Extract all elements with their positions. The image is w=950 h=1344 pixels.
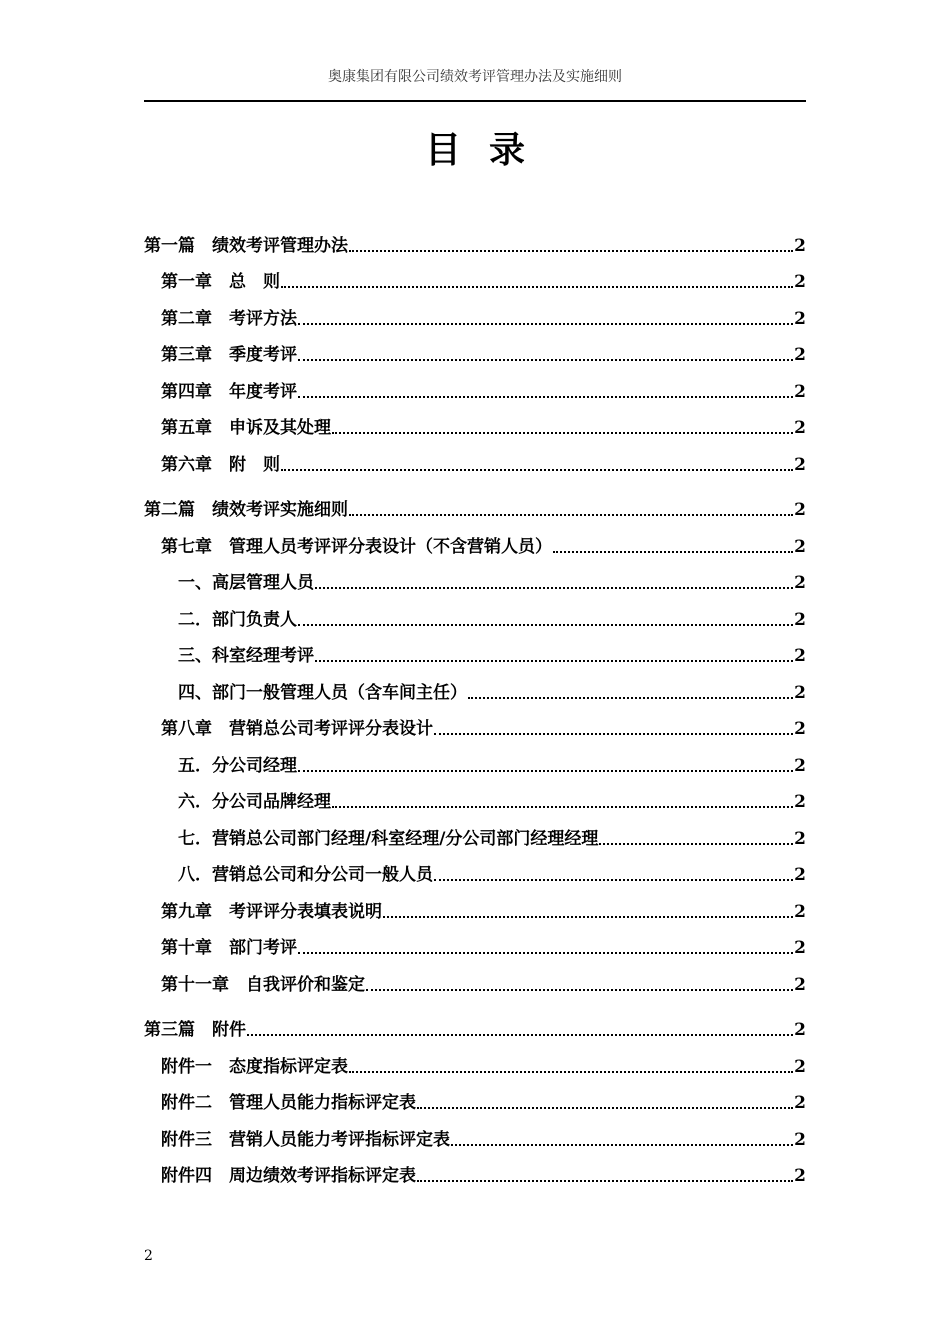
toc-entry-label: 二．部门负责人	[178, 609, 297, 630]
toc-entry[interactable]	[144, 1150, 806, 1187]
toc-entry-page: 2	[794, 418, 806, 438]
page-number: 2	[144, 1248, 153, 1264]
toc-entry[interactable]	[144, 593, 806, 630]
toc-entry[interactable]	[144, 1113, 806, 1150]
toc-entry-page: 2	[794, 308, 806, 329]
toc-leader-dots	[349, 250, 793, 252]
toc-leader-dots	[366, 989, 793, 991]
toc-leader-dots	[281, 286, 793, 288]
toc-leader-dots	[298, 359, 793, 361]
toc-entry-label: 第四章 年度考评	[161, 381, 297, 402]
toc-entry-page: 2	[794, 1166, 806, 1186]
toc-entry-page: 2	[794, 609, 806, 630]
header-rule	[144, 100, 806, 102]
toc-leader-dots	[417, 1107, 793, 1109]
toc-entry-label: 第七章 管理人员考评评分表设计（不含营销人员）	[161, 536, 552, 557]
toc-leader-dots	[298, 770, 793, 772]
toc-title: 目录	[424, 129, 553, 171]
toc-leader-dots	[247, 1034, 793, 1036]
toc-entry-page: 2	[794, 646, 806, 666]
toc-entry-page: 2	[794, 345, 806, 365]
toc-entry-page: 2	[794, 792, 806, 812]
toc-entry-label: 附件二 管理人员能力指标评定表	[161, 1093, 416, 1113]
toc-entry-label: 六．分公司品牌经理	[178, 792, 331, 812]
toc-leader-dots	[417, 1180, 793, 1182]
toc-entry-label: 第六章 附 则	[161, 454, 280, 475]
toc-leader-dots	[298, 624, 793, 626]
toc-entry-page: 2	[794, 573, 806, 593]
toc-entry[interactable]	[144, 922, 806, 959]
toc-entry-page: 2	[794, 719, 806, 739]
toc-entry-label: 第八章 营销总公司考评评分表设计	[161, 719, 433, 739]
toc-entry-page: 2	[794, 974, 806, 995]
toc-leader-dots	[468, 697, 793, 699]
toc-entry[interactable]	[144, 438, 806, 475]
toc-entry-label: 第十一章 自我评价和鉴定	[161, 974, 365, 995]
toc-entry-page: 2	[794, 828, 806, 849]
toc-entry-label: 第二篇 绩效考评实施细则	[144, 500, 348, 520]
toc-entry[interactable]	[144, 219, 806, 256]
toc-entry-page: 2	[794, 865, 806, 885]
toc-entry-page: 2	[794, 755, 806, 776]
toc-entry-page: 2	[794, 272, 806, 292]
toc-entry[interactable]	[144, 776, 806, 813]
toc-entry-label: 一、高层管理人员	[178, 573, 314, 593]
toc-entry-page: 2	[794, 500, 806, 520]
toc-entry[interactable]	[144, 365, 806, 402]
toc-entry-page: 2	[794, 454, 806, 475]
toc-entry[interactable]	[144, 666, 806, 703]
toc-entry-label: 第三章 季度考评	[161, 345, 297, 365]
toc-entry[interactable]	[144, 256, 806, 293]
toc-entry-label: 第三篇 附件	[144, 1020, 246, 1040]
toc-entry-label: 附件三 营销人员能力考评指标评定表	[161, 1129, 450, 1150]
page-header: 奥康集团有限公司绩效考评管理办法及实施细则	[328, 69, 622, 85]
toc-entry[interactable]	[144, 1077, 806, 1114]
toc-entry-page: 2	[794, 1056, 806, 1077]
toc-entry-page: 2	[794, 682, 806, 703]
toc-entry[interactable]	[144, 402, 806, 439]
toc-leader-dots	[281, 469, 793, 471]
toc-entry-label: 七．营销总公司部门经理/科室经理/分公司部门经理经理	[178, 828, 599, 849]
toc-entry[interactable]	[144, 703, 806, 740]
toc-entry-label: 五．分公司经理	[178, 755, 297, 776]
toc-entry-page: 2	[794, 938, 806, 958]
toc-leader-dots	[599, 843, 793, 845]
table-of-contents	[144, 210, 806, 1186]
toc-entry[interactable]	[144, 1040, 806, 1077]
toc-entry-label: 第十章 部门考评	[161, 938, 297, 958]
toc-leader-dots	[553, 551, 793, 553]
toc-entry-page: 2	[794, 1129, 806, 1150]
toc-entry[interactable]	[144, 885, 806, 922]
toc-entry[interactable]	[144, 484, 806, 521]
toc-entry-label: 三、科室经理考评	[178, 646, 314, 666]
toc-leader-dots	[451, 1144, 793, 1146]
toc-entry-page: 2	[794, 536, 806, 557]
toc-entry[interactable]	[144, 557, 806, 594]
toc-leader-dots	[332, 432, 793, 434]
toc-entry[interactable]	[144, 329, 806, 366]
toc-entry[interactable]	[144, 292, 806, 329]
toc-entry[interactable]	[144, 1004, 806, 1041]
toc-entry[interactable]	[144, 958, 806, 995]
toc-entry-page: 2	[794, 1020, 806, 1040]
toc-entry[interactable]	[144, 739, 806, 776]
toc-leader-dots	[332, 806, 793, 808]
toc-entry[interactable]	[144, 630, 806, 667]
toc-entry-page: 2	[794, 381, 806, 402]
toc-leader-dots	[434, 879, 793, 881]
toc-entry[interactable]	[144, 849, 806, 886]
toc-entry-label: 第二章 考评方法	[161, 308, 297, 329]
toc-leader-dots	[349, 1071, 793, 1073]
toc-entry-label: 四、部门一般管理人员（含车间主任）	[178, 682, 467, 703]
toc-entry-page: 2	[794, 901, 806, 922]
toc-entry[interactable]	[144, 520, 806, 557]
toc-entry-label: 第一篇 绩效考评管理办法	[144, 235, 348, 256]
toc-entry-label: 第一章 总 则	[161, 272, 280, 292]
toc-leader-dots	[298, 323, 793, 325]
toc-leader-dots	[315, 660, 793, 662]
toc-entry[interactable]	[144, 812, 806, 849]
toc-leader-dots	[349, 514, 793, 516]
toc-entry-label: 附件四 周边绩效考评指标评定表	[161, 1166, 416, 1186]
toc-entry-label: 第五章 申诉及其处理	[161, 418, 331, 438]
toc-leader-dots	[315, 587, 793, 589]
toc-entry-page: 2	[794, 235, 806, 256]
toc-leader-dots	[298, 952, 793, 954]
toc-leader-dots	[434, 733, 793, 735]
toc-entry-label: 附件一 态度指标评定表	[161, 1056, 348, 1077]
toc-entry-label: 第九章 考评评分表填表说明	[161, 901, 382, 922]
toc-entry-page: 2	[794, 1093, 806, 1113]
toc-entry-label: 八．营销总公司和分公司一般人员	[178, 865, 433, 885]
toc-leader-dots	[298, 396, 793, 398]
toc-leader-dots	[383, 916, 793, 918]
